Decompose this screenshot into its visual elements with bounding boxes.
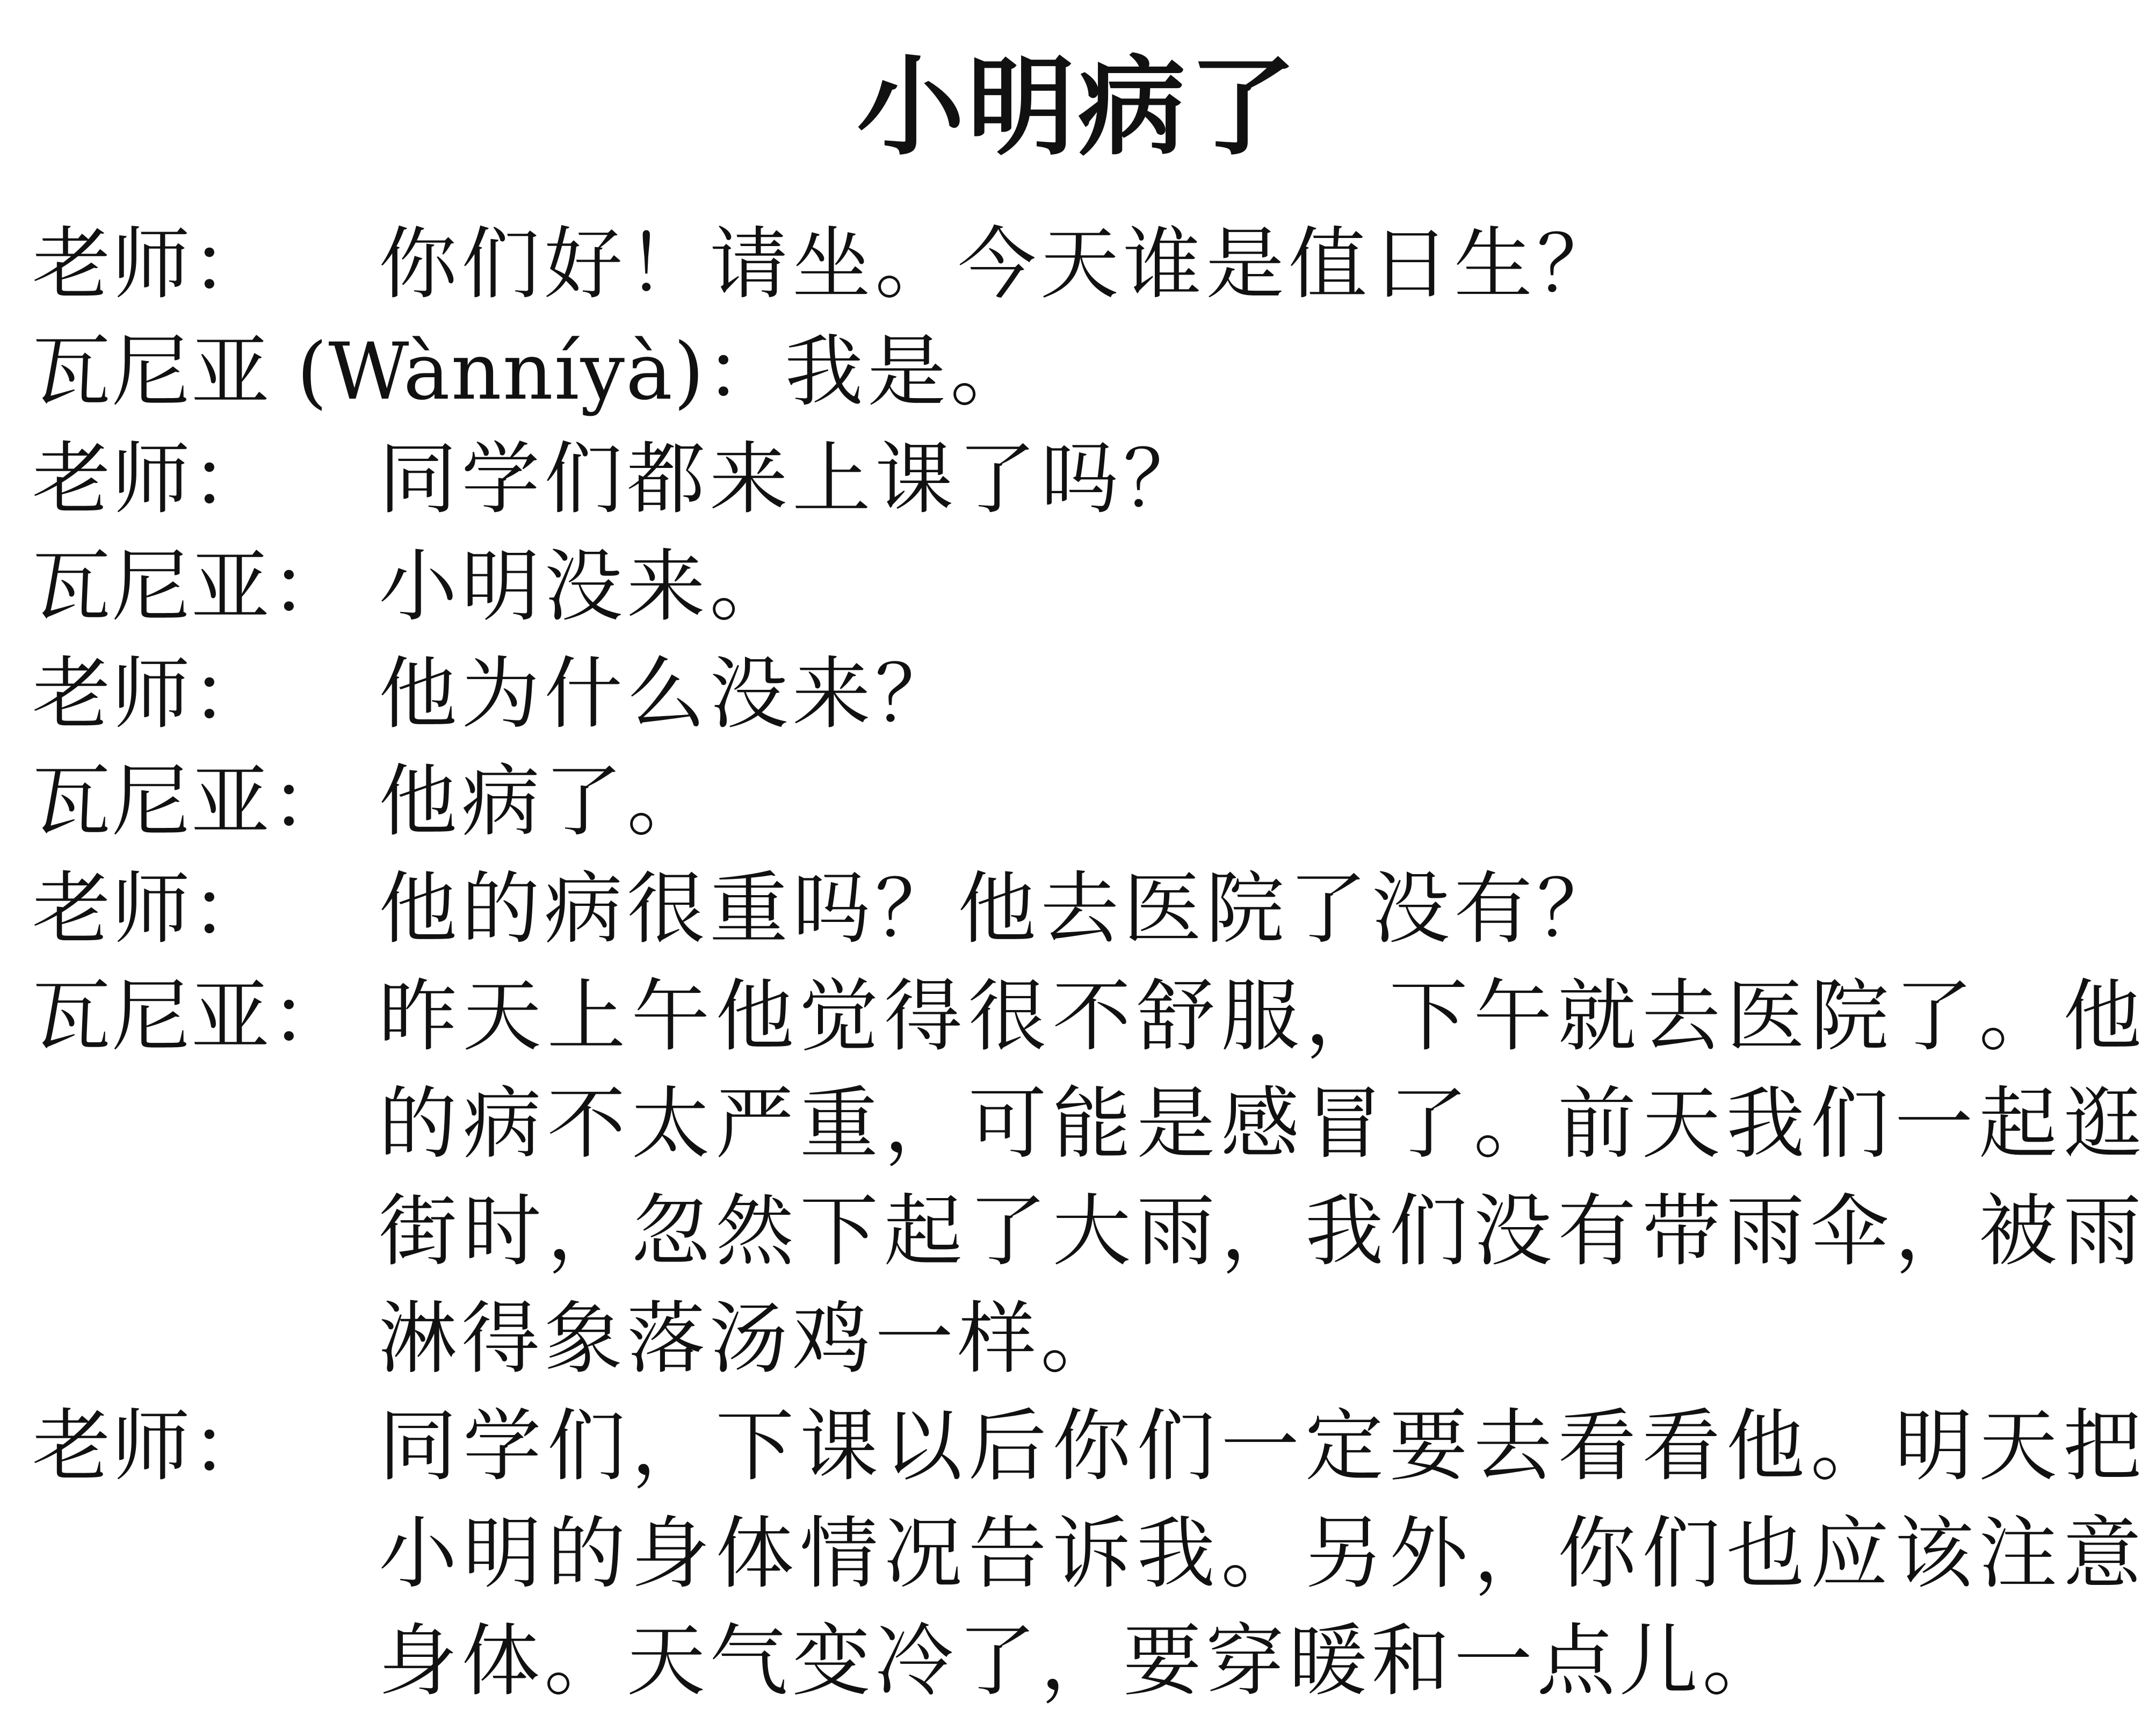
speech-text (379, 1393, 2146, 1715)
page-title: 小明病了 (856, 44, 1299, 170)
speaker-label: 瓦尼亚： (32, 971, 350, 1062)
dialogue-turn-9 (32, 1393, 2146, 1715)
speech-line: 昨天上午他觉得很不舒服，下午就去医院了。他 (379, 971, 2146, 1062)
speaker-label: 老师： (32, 863, 271, 955)
speech-text (379, 211, 2146, 318)
speaker-label: 瓦尼亚 (Wànníyà)： (32, 326, 785, 417)
speech-line: 街时，忽然下起了大雨，我们没有带雨伞，被雨 (379, 1186, 2146, 1277)
speaker-label: 老师： (32, 434, 271, 525)
speech-text (785, 318, 2156, 426)
dialogue-turn-5 (32, 640, 2138, 748)
dialogue-turn-2 (32, 318, 2138, 426)
dialogue-turn-7 (32, 855, 2138, 963)
speech-line: 你们好！请坐。今天谁是值日生？ (379, 219, 1619, 310)
speaker-label: 瓦尼亚： (32, 541, 350, 632)
dialogue-turn-6 (32, 748, 2138, 855)
speaker-label: 瓦尼亚： (32, 756, 350, 847)
speech-text (379, 748, 2146, 855)
speech-text (379, 533, 2146, 640)
speech-line: 他病了。 (379, 756, 710, 847)
speech-line: 同学们，下课以后你们一定要去看看他。明天把 (379, 1401, 2146, 1492)
speech-text (379, 640, 2146, 748)
speech-line: 他的病很重吗？他去医院了没有？ (379, 863, 1619, 955)
speech-line: 淋得象落汤鸡一样。 (379, 1293, 1123, 1385)
speech-line: 我是。 (785, 326, 1033, 417)
speaker-label: 老师： (32, 648, 271, 740)
dialogue-turn-1 (32, 211, 2138, 318)
dialogue-turn-4 (32, 533, 2138, 640)
dialogue-turn-3 (32, 426, 2138, 533)
speech-line: 身体。天气变冷了，要穿暖和一点儿。 (379, 1616, 1785, 1707)
speech-line: 他为什么没来？ (379, 648, 958, 740)
speech-line: 小明没来。 (379, 541, 792, 632)
dialogue (32, 211, 2146, 1715)
speech-line: 小明的身体情况告诉我。另外，你们也应该注意 (379, 1508, 2146, 1599)
speech-text (379, 855, 2146, 963)
speaker-label: 老师： (32, 1401, 271, 1492)
speech-line: 同学们都来上课了吗？ (379, 434, 1206, 525)
speech-text (379, 963, 2146, 1393)
dialogue-turn-8 (32, 963, 2146, 1393)
speech-line: 的病不太严重，可能是感冒了。前天我们一起逛 (379, 1078, 2146, 1170)
speech-text (379, 426, 2146, 533)
speaker-label: 老师： (32, 219, 271, 310)
